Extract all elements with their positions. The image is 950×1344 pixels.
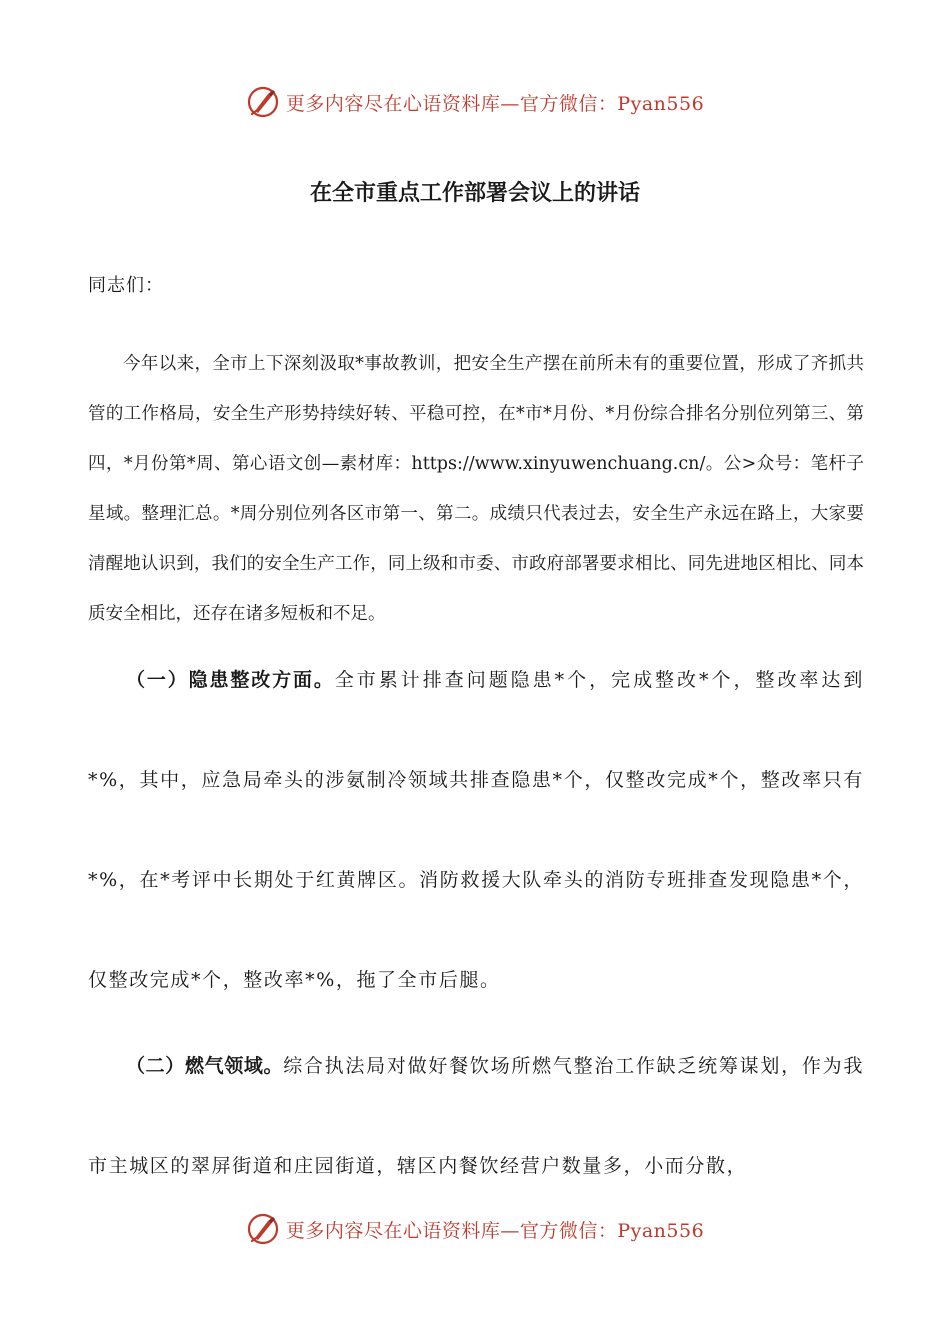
watermark-text: 更多内容尽在心语资料库—官方微信：Pyan556 xyxy=(285,1219,705,1242)
section-gas-field xyxy=(88,1016,864,1216)
section-body: 综合执法局对做好餐饮场所燃气整治工作缺乏统筹谋划，作为我市主城区的翠屏街道和庄园街道，辖区内餐饮经营户数量多，小而分散， xyxy=(88,1055,864,1177)
watermark-banner-top xyxy=(0,82,950,122)
watermark-banner-bottom xyxy=(0,1209,950,1249)
watermark-text: 更多内容尽在心语资料库—官方微信：Pyan556 xyxy=(285,92,705,115)
intro-paragraph: 今年以来，全市上下深刻汲取*事故教训，把安全生产摆在前所未有的重要位置，形成了齐抓共管的工作格局，安全生产形势持续好转、平稳可控，在*市*月份、*月份综合排名分别位列第三、第四，*月份第*周、第心语文创—素材库：https://www.xinyuwenchuang.cn/。公>众号：笔杆子星域。整理汇总。*周分别位列各区市第一、第二。成绩只代表过去，安全生产永远在路上，大家要清醒地认识到，我们的安全生产工作，同上级和市委、市政府部署要求相比、同先进地区相比、同本质安全相比，还存在诸多短板和不足。 xyxy=(88,354,864,624)
greeting: 同志们： xyxy=(88,275,164,296)
section-body: 全市累计排查问题隐患*个，完成整改*个，整改率达到*%，其中，应急局牵头的涉氨制冷领域共排查隐患*个，仅整改完成*个，整改率只有*%，在*考评中长期处于红黄牌区。消防救援大队牵头的消防专班排查发现隐患*个，仅整改完成*个，整改率*%，拖了全市后腿。 xyxy=(88,669,864,991)
quill-pen-icon xyxy=(246,85,280,119)
section-hazard-rectification xyxy=(88,630,864,1030)
document-title: 在全市重点工作部署会议上的讲话 xyxy=(309,181,640,206)
quill-pen-icon xyxy=(246,1212,280,1246)
section-heading: （一）隐患整改方面。 xyxy=(126,669,335,691)
section-heading: （二）燃气领域。 xyxy=(126,1055,284,1077)
